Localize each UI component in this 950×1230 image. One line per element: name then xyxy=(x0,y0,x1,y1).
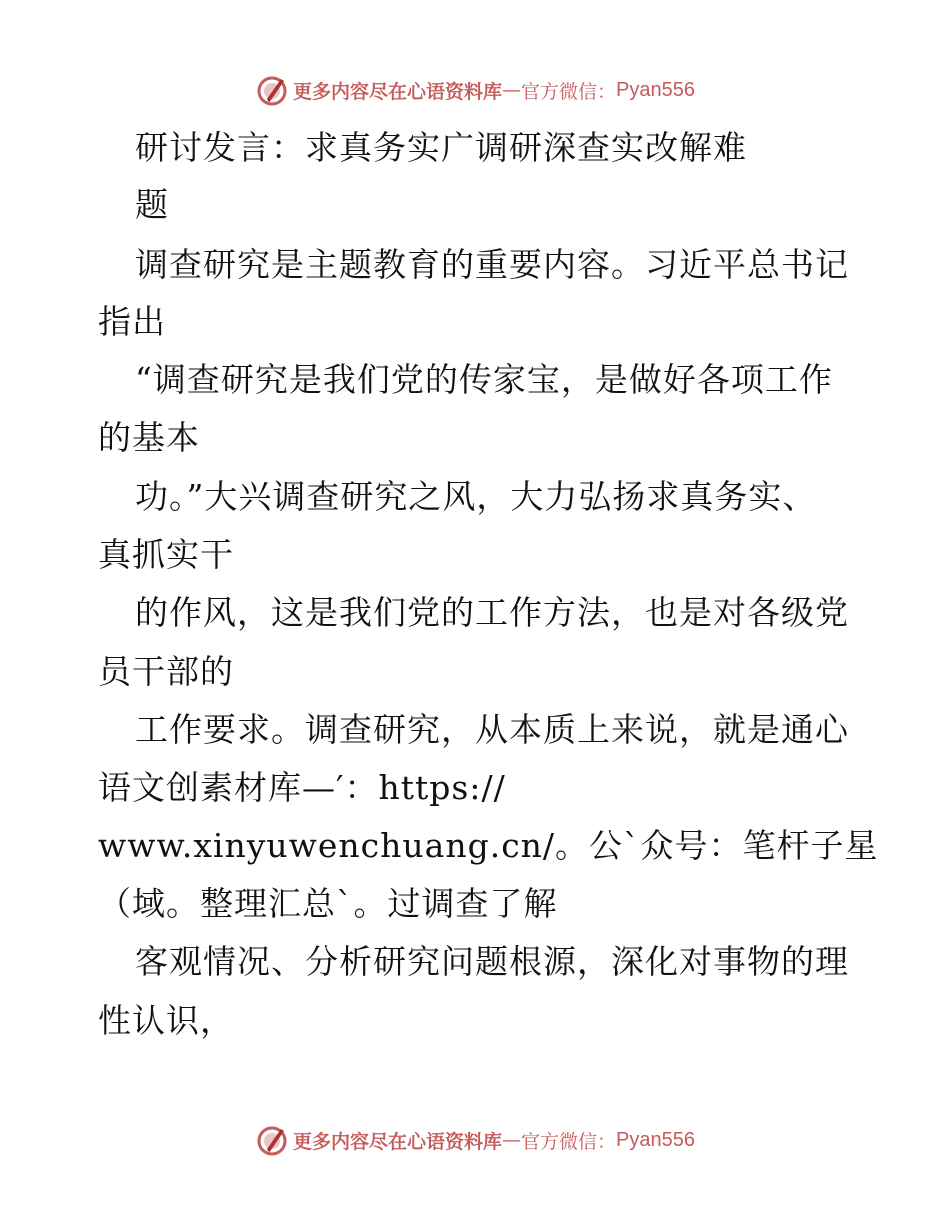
doc-line: “调查研究是我们党的传家宝，是做好各项工作 xyxy=(135,360,833,399)
doc-line: 客观情况、分析研究问题根源，深化对事物的理 xyxy=(135,942,849,981)
doc-line: 调查研究是主题教育的重要内容。习近平总书记 xyxy=(135,245,849,284)
banner-separator: — xyxy=(502,1129,522,1151)
footer-banner xyxy=(0,1120,950,1160)
doc-line: 员干部的 xyxy=(98,652,234,691)
doc-line: 语文创素材库—′：https:// xyxy=(98,768,506,807)
banner-label: 官方微信： xyxy=(521,1130,617,1153)
header-banner xyxy=(0,70,950,110)
doc-line: 的基本 xyxy=(98,418,200,457)
banner-brand: 更多内容尽在心语资料库 xyxy=(293,80,503,103)
banner-label: 官方微信： xyxy=(521,80,617,103)
quill-pen-icon xyxy=(255,73,289,107)
doc-line: 性认识， xyxy=(98,1001,234,1040)
doc-line: （域。整理汇总`。过调查了解 xyxy=(98,884,558,923)
banner-handle: Pyan556 xyxy=(616,1128,695,1151)
banner-brand: 更多内容尽在心语资料库 xyxy=(293,1130,503,1153)
doc-line: 真抓实干 xyxy=(98,535,234,574)
doc-line: 工作要求。调查研究，从本质上来说，就是通心 xyxy=(135,710,849,749)
banner-handle: Pyan556 xyxy=(616,78,695,101)
doc-line: 的作风，这是我们党的工作方法，也是对各级党 xyxy=(135,593,849,632)
doc-line: 指出 xyxy=(98,302,166,341)
doc-line: www.xinyuwenchuang.cn/。公`众号：笔杆子星 xyxy=(98,826,879,865)
quill-pen-icon xyxy=(255,1123,289,1157)
banner-separator: — xyxy=(502,79,522,101)
doc-line: 题 xyxy=(135,185,169,224)
doc-line: 功。”大兴调查研究之风，大力弘扬求真务实、 xyxy=(135,477,817,516)
doc-line: 研讨发言：求真务实广调研深查实改解难 xyxy=(135,128,747,167)
